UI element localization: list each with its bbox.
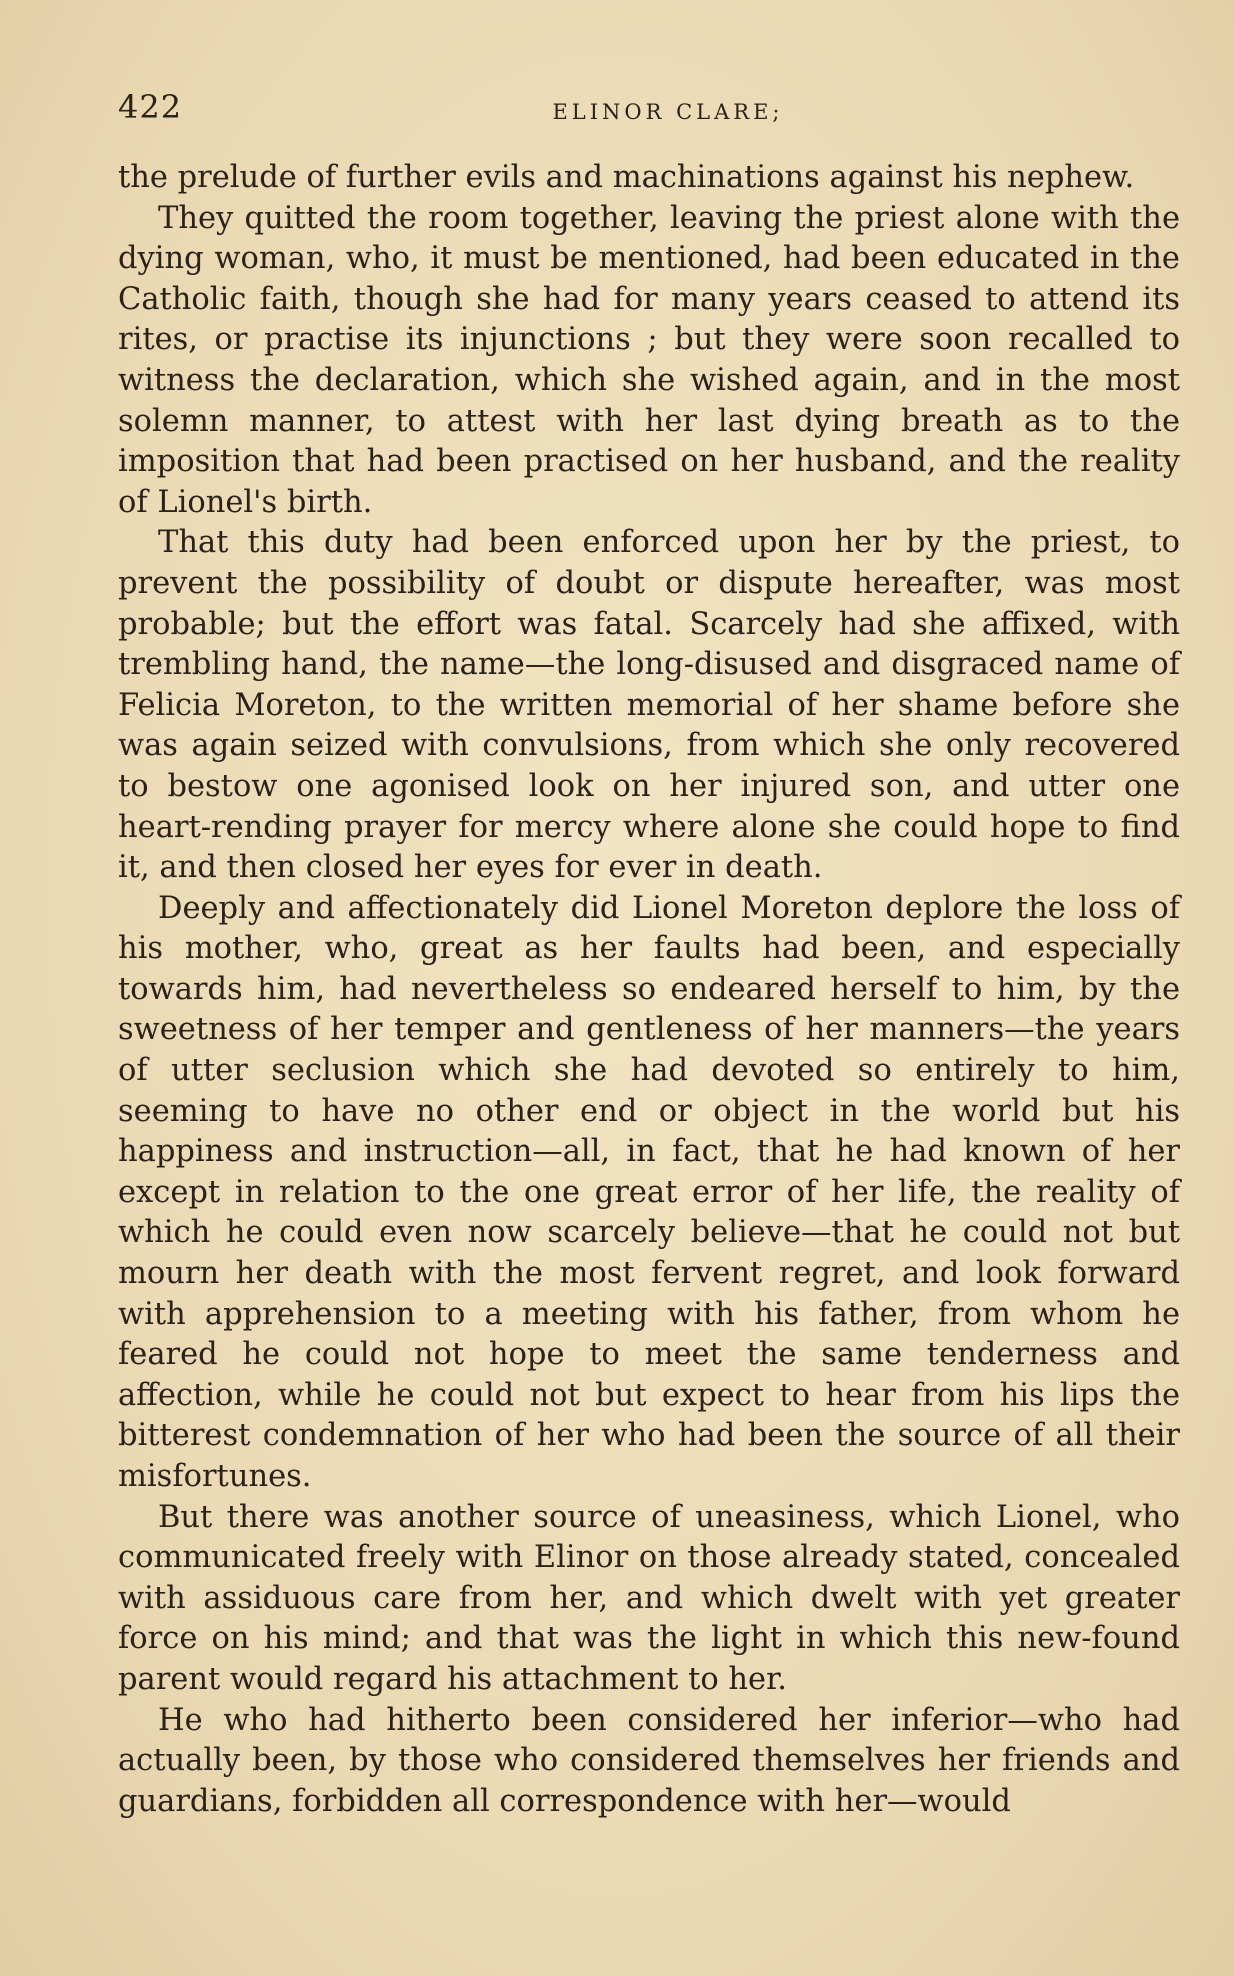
paragraph-continuation: the prelude of further evils and machinations against his nephew. — [118, 160, 1135, 195]
page-header — [118, 88, 1180, 138]
page-number: 422 — [118, 88, 183, 126]
paragraph: Deeply and affectionately did Lionel Moreton deplore the loss of his mother, who, great as her faults had been, and especially towards him, had nevertheless so endeared herself to him, by the sweetness of her temper and gentleness of her manners—the years of utter seclusion which she had devoted so entirely to him, seeming to have no other end or object in the world but his happiness and instruction—all, in fact, that he had known of her except in relation to the one great error of her life, the reality of which he could even now scarcely believe—that he could not but mourn her death with the most fervent regret, and look forward with apprehension to a meeting with his father, from whom he feared he could not hope to meet the same tenderness and affection, while he could not but expect to hear from his lips the bitterest condemnation of her who had been the source of all their misfortunes. — [118, 890, 1180, 1494]
paragraph: He who had hitherto been considered her inferior—who had actually been, by those who considered themselves her friends and guardians, forbidden all correspondence with her—would — [118, 1702, 1180, 1819]
body-text — [118, 158, 1180, 1822]
paragraph: That this duty had been enforced upon her by the priest, to prevent the possibility of doubt or dispute hereafter, was most probable; but the effort was fatal. Scarcely had she affixed, with trembling hand, the name—the long-disused and disgraced name of Felicia Moreton, to the written memorial of her shame before she was again seized with convulsions, from which she only recovered to bestow one agonised look on her injured son, and utter one heart-rending prayer for mercy where alone she could hope to find it, and then closed her eyes for ever in death. — [118, 525, 1180, 886]
paragraph: But there was another source of uneasiness, which Lionel, who communicated freely with Elinor on those already stated, concealed with assiduous care from her, and which dwelt with yet greater force on his mind; and that was the light in which this new-found parent would regard his attachment to her. — [118, 1499, 1180, 1697]
running-title: ELINOR CLARE; — [552, 100, 784, 124]
paragraph: They quitted the room together, leaving the priest alone with the dying woman, who, it must be mentioned, had been educated in the Catholic faith, though she had for many years ceased to attend its rites, or practise its injunctions ; but they were soon recalled to witness the declaration, which she wished again, and in the most solemn manner, to attest with her last dying breath as to the imposition that had been practised on her husband, and the reality of Lionel's birth. — [118, 200, 1180, 520]
